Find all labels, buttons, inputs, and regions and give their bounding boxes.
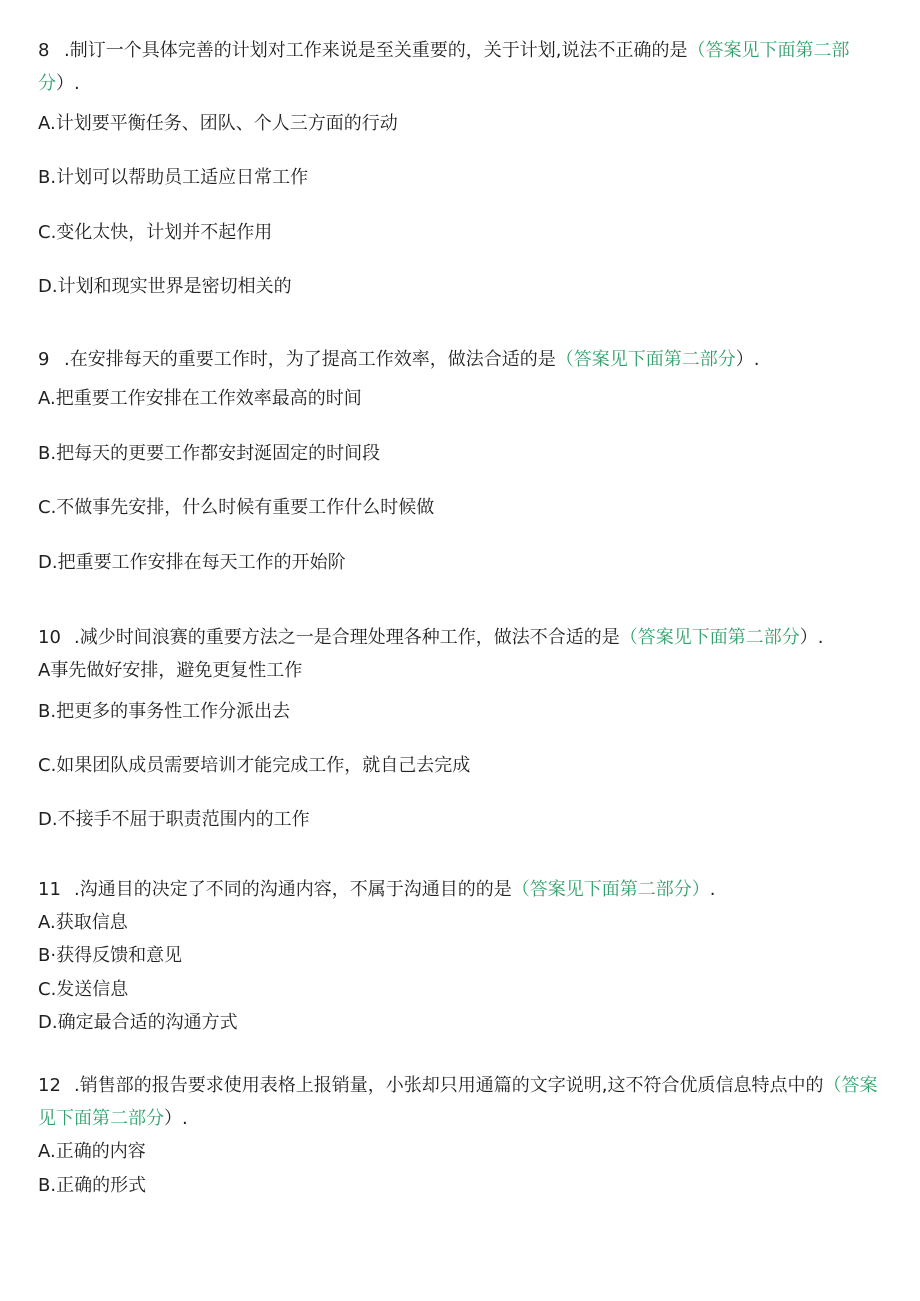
question-stem (38, 621, 888, 654)
question-9-option-c: C.不做事先安排，什么时候有重要工作什么时候做 (38, 497, 435, 518)
question-8-option-c: C.变化太快，计划并不起作用 (38, 222, 273, 243)
question-11-option-c: C.发送信息 (38, 979, 129, 1000)
answer-note: （答案见下面第二部分） (511, 879, 710, 900)
answer-note: （答案见下面第二部分 (555, 349, 736, 370)
question-stem (38, 873, 888, 906)
question-ending: . (709, 879, 716, 900)
question-10-option-a: A事先做好安排，避免更复性工作 (38, 660, 303, 681)
answer-note: （答案见下面第二部分 (38, 1075, 878, 1129)
question-ending: ）. (164, 1108, 188, 1129)
question-text: .在安排每天的重要工作时，为了提高工作效率，做法合适的是 (64, 349, 556, 370)
question-10 (38, 621, 888, 654)
question-10-option-d: D.不接手不屈于职责范围内的工作 (38, 809, 310, 830)
question-9-option-b: B.把每天的更要工作都安封涎固定的时间段 (38, 443, 381, 464)
question-9-option-a: A.把重要工作安排在工作效率最高的时间 (38, 388, 362, 409)
question-number: 11 (38, 879, 61, 900)
question-number: 9 (38, 349, 50, 370)
question-text: .沟通目的决定了不同的沟通内容，不属于沟通目的的是 (74, 879, 512, 900)
question-10-option-c: C.如果团队成员需要培训才能完成工作，就自己去完成 (38, 755, 471, 776)
question-text: .减少时间浪赛的重要方法之一是合理处理各种工作，做法不合适的是 (74, 627, 620, 648)
question-12-option-b: B.正确的形式 (38, 1175, 147, 1196)
question-12-option-a: A.正确的内容 (38, 1141, 146, 1162)
question-8-option-a: A.计划要平衡任务、团队、个人三方面的行动 (38, 113, 398, 134)
question-8 (38, 34, 888, 100)
question-number: 12 (38, 1075, 61, 1096)
question-number: 10 (38, 627, 61, 648)
question-8-option-d: D.计划和现实世界是密切相关的 (38, 276, 292, 297)
question-8-option-b: B.计划可以帮助员工适应日常工作 (38, 167, 309, 188)
question-stem (38, 1069, 888, 1135)
answer-note: （答案见下面第二部分 (619, 627, 800, 648)
question-9-option-d: D.把重要工作安排在每天工作的开始阶 (38, 552, 346, 573)
question-number: 8 (38, 40, 50, 61)
question-ending: ）. (799, 627, 824, 648)
question-ending: ）. (735, 349, 760, 370)
question-11-option-a: A.获取信息 (38, 912, 128, 933)
answer-note: （答案见下面第二部分 (38, 40, 850, 94)
question-stem (38, 343, 888, 376)
question-10-option-b: B.把更多的事务性工作分派出去 (38, 701, 291, 722)
question-12 (38, 1069, 888, 1135)
question-11-option-b: B·获得反馈和意见 (38, 945, 183, 966)
question-ending: ）. (56, 73, 80, 94)
question-9 (38, 343, 888, 376)
question-stem (38, 34, 888, 100)
question-11 (38, 873, 888, 906)
question-11-option-d: D.确定最合适的沟通方式 (38, 1012, 238, 1033)
question-text: .制订一个具体完善的计划对工作来说是至关重要的，关于计划,说法不正确的是 (64, 40, 688, 61)
question-text: .销售部的报告要求使用表格上报销量，小张却只用通篇的文字说明,这不符合优质信息特点中的 (74, 1075, 824, 1096)
